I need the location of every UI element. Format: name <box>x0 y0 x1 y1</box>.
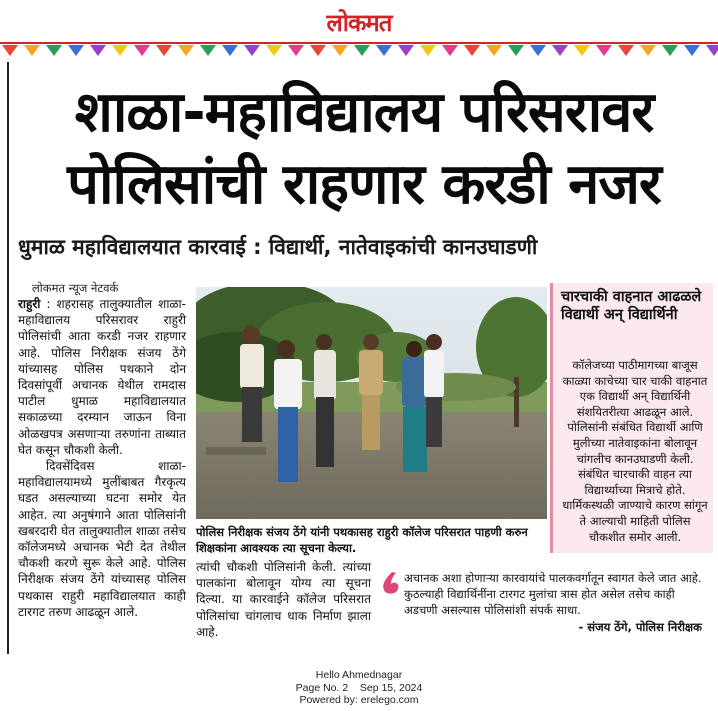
bunting-flag <box>354 45 370 56</box>
news-photo <box>196 287 547 519</box>
bunting-flag <box>706 45 718 56</box>
bunting-flag <box>464 45 480 56</box>
sidebar-box <box>550 283 713 553</box>
footer-powered-by: Powered by: erelego.com <box>299 694 419 706</box>
bunting-flag <box>310 45 326 56</box>
byline: लोकमत न्यूज नेटवर्क <box>32 281 119 295</box>
bunting-flag <box>596 45 612 56</box>
subheadline: धुमाळ महाविद्यालयात कारवाई : विद्यार्थी, नातेवाइकांची कानउघाडणी <box>18 235 538 259</box>
bunting-flag <box>266 45 282 56</box>
dateline: राहुरी <box>18 297 41 311</box>
bunting-flag <box>332 45 348 56</box>
bunting-flag <box>420 45 436 56</box>
page-footer <box>0 669 718 707</box>
bunting-flag <box>684 45 700 56</box>
sidebar-title: चारचाकी वाहनात आढळले विद्यार्थी अन् विद्यार्थिनी <box>561 289 702 323</box>
headline-line-2: पोलिसांची राहणार करडी नजर <box>67 152 661 217</box>
bunting-flag <box>178 45 194 56</box>
article-paragraph-2: दिवसेंदिवस शाळा-महाविद्यालयामध्ये मुलींबाबत गैरकृत्य घडत असल्याच्या घटना समोर येत आहेत. त्या अनुषंगाने आता पोलिसांनी खबरदारी घेत तालुक्यातील शाळा तसेच कॉलेजमध्ये अचानक भेटी देत तेथील चौकशी करणे सुरू केले आहे. पोलिस निरीक्षक संजय ठेंगे यांच्यासह पोलिस पथकास राहुरी महाविद्यालयात काही टारगट तरुण आढळून आले. <box>18 459 186 619</box>
pull-quote: अचानक अशा होणाऱ्या कारवायांचे पालकवर्गातून स्वागत केले जात आहे. कुठल्याही विद्यार्थिनींना टारगट मुलांचा त्रास होत असेल तसेच काही अडचणी असल्यास पोलिसांशी संपर्क साधा. <box>404 571 702 618</box>
footer-page-info: Page No. 2 Sep 15, 2024 <box>295 681 423 694</box>
bunting-flag <box>442 45 458 56</box>
bunting-flag <box>486 45 502 56</box>
masthead-divider <box>0 42 718 44</box>
bunting-flag <box>288 45 304 56</box>
photo-police-team-at-college <box>196 287 547 519</box>
bunting-flag <box>574 45 590 56</box>
bunting-flag <box>24 45 40 56</box>
bunting-flag <box>530 45 546 56</box>
article-paragraph-3: त्यांची चौकशी पोलिसांनी केली. त्यांच्या पालकांना बोलावून योग्य त्या सूचना दिल्या. या कारवाईने कॉलेज परिसरात पोलिसांचा चांगलाच धाक निर्माण झाला आहे. <box>196 560 371 639</box>
article-paragraph-1 <box>18 296 186 458</box>
article-column-middle <box>196 559 371 640</box>
article-column-left <box>18 296 186 620</box>
bunting-flag <box>68 45 84 56</box>
bunting-flag <box>398 45 414 56</box>
bunting-flag <box>134 45 150 56</box>
bunting-flag <box>640 45 656 56</box>
bunting-flag <box>2 45 18 56</box>
headline-line-1: शाळा-महाविद्यालय परिसरावर <box>74 80 654 145</box>
quote-icon <box>381 570 403 596</box>
bunting-flag <box>552 45 568 56</box>
bunting-flag <box>200 45 216 56</box>
article-paragraph-1-text: : शहरासह तालुक्यातील शाळा-महाविद्यालय परिसरावर राहुरी पोलिसांची आता करडी नजर राहणार आहे. पोलिस निरीक्षक संजय ठेंगे यांच्यासह पोलिस पथकाने दोन दिवसांपूर्वी अचानक येथील रामदास पाटील धुमाळ महाविद्यालयात सकाळच्या दरम्यान जाऊन विना ओळखपत्र असणाऱ्या तरुणांना ताब्यात घेत कसून चौकशी केली. <box>18 297 186 457</box>
bunting-flag <box>244 45 260 56</box>
bunting-flag <box>222 45 238 56</box>
column-rule <box>7 62 9 654</box>
photo-caption: पोलिस निरीक्षक संजय ठेंगे यांनी पथकासह राहुरी कॉलेज परिसरात पाहणी करुन शिक्षकांना आवश्यक त्या सूचना केल्या. <box>196 525 528 555</box>
bunting-flags-decoration <box>0 45 718 57</box>
quote-attribution: - संजय ठेंगे, पोलिस निरीक्षक <box>578 620 702 634</box>
bunting-flags-icon <box>0 45 718 57</box>
bunting-flag <box>46 45 62 56</box>
masthead <box>0 0 718 44</box>
bunting-flag <box>112 45 128 56</box>
bunting-flag <box>508 45 524 56</box>
bunting-flag <box>156 45 172 56</box>
bunting-flag <box>662 45 678 56</box>
sidebar-body: कॉलेजच्या पाठीमागच्या बाजूस काळ्या काचेच्या चार चाकी वाहनात एक विद्यार्थी अन् विद्यार्थिनी संशयितरीत्या आढळून आले. पोलिसांनी संबंधित विद्यार्थी आणि मुलीच्या नातेवाइकांना बोलावून चांगलीच कानउघाडणी केली. संबंधित चारचाकी वाहन त्या विद्यार्थ्याच्या मित्राचे होते. धार्मिकस्थळी जाण्याचे कारण सांगून ते आल्याची माहिती पोलिस चौकशीत समोर आली. <box>562 358 708 544</box>
bunting-flag <box>618 45 634 56</box>
newspaper-logo: लोकमत <box>326 9 392 37</box>
bunting-flag <box>376 45 392 56</box>
bunting-flag <box>90 45 106 56</box>
footer-edition: Hello Ahmednagar <box>315 669 403 681</box>
